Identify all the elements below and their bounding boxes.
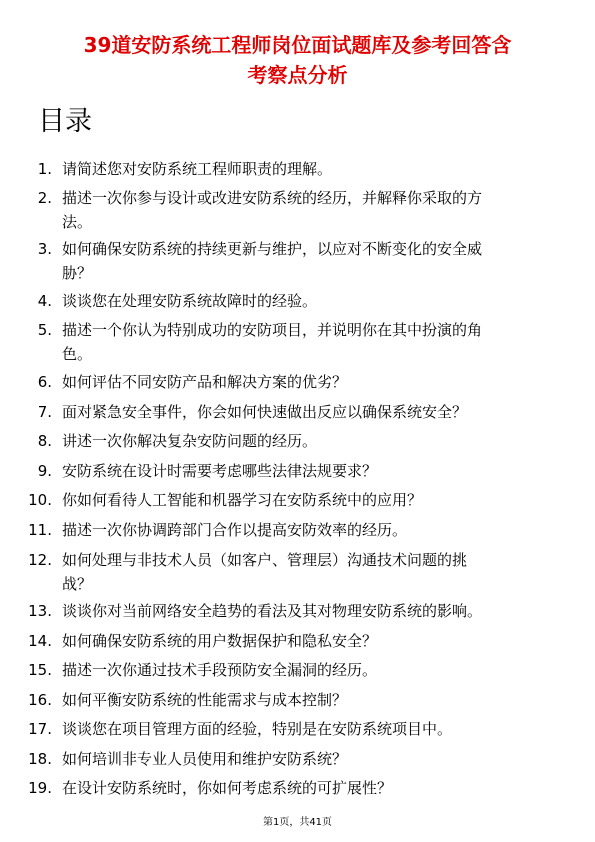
toc-item-text: 如何平衡安防系统的性能需求与成本控制？ <box>62 691 348 709</box>
toc-item-text: 如何确保安防系统的持续更新与维护，以应对不断变化的安全威 胁？ <box>62 240 483 282</box>
toc-item-text: 描述一次你参与设计或改进安防系统的经历，并解释你采取的方 法。 <box>62 189 483 231</box>
page-footer: 第1页，共41页 <box>262 817 333 828</box>
toc-item-text: 如何处理与非技术人员（如客户、管理层）沟通技术问题的挑 战？ <box>62 551 468 593</box>
toc-item-number: 2. <box>37 189 52 207</box>
toc-item-number: 6. <box>37 373 52 391</box>
toc-item-number: 4. <box>37 292 52 310</box>
toc-item-text: 谈谈您在项目管理方面的经验，特别是在安防系统项目中。 <box>62 720 453 738</box>
toc-item-text: 如何评估不同安防产品和解决方案的优劣？ <box>62 373 348 391</box>
toc-item-text: 讲述一次你解决复杂安防问题的经历。 <box>62 432 318 450</box>
toc-item-number: 5. <box>37 321 52 339</box>
toc-item-text: 谈谈你对当前网络安全趋势的看法及其对物理安防系统的影响。 <box>62 602 483 620</box>
toc-item-text: 描述一次你通过技术手段预防安全漏洞的经历。 <box>62 661 378 679</box>
toc-item-number: 9. <box>37 462 52 480</box>
toc-item-text: 如何培训非专业人员使用和维护安防系统？ <box>62 750 348 768</box>
document-title: 39道安防系统工程师岗位面试题库及参考回答含 考察点分析 <box>83 33 512 87</box>
toc-item-text: 如何确保安防系统的用户数据保护和隐私安全？ <box>62 632 378 650</box>
toc-item-text: 在设计安防系统时，你如何考虑系统的可扩展性？ <box>62 779 393 797</box>
toc-item-text: 你如何看待人工智能和机器学习在安防系统中的应用？ <box>62 491 423 509</box>
toc-item-number: 16. <box>28 691 52 709</box>
toc-item-number: 14. <box>28 632 52 650</box>
toc-item-number: 1. <box>37 160 52 178</box>
toc-item-text: 谈谈您在处理安防系统故障时的经验。 <box>62 292 318 310</box>
toc-item-text: 描述一次你协调跨部门合作以提高安防效率的经历。 <box>62 521 408 539</box>
toc-item-number: 18. <box>28 750 52 768</box>
toc-item-number: 8. <box>37 432 52 450</box>
toc-item-number: 7. <box>37 403 52 421</box>
toc-item-number: 12. <box>28 551 52 569</box>
toc-heading: 目录 <box>38 106 92 137</box>
toc-item-number: 17. <box>28 720 52 738</box>
toc-item-text: 安防系统在设计时需要考虑哪些法律法规要求？ <box>62 462 378 480</box>
toc-item-text: 描述一个你认为特别成功的安防项目，并说明你在其中扮演的角 色。 <box>62 321 483 363</box>
toc-item-number: 11. <box>28 521 52 539</box>
toc-item-text: 请简述您对安防系统工程师职责的理解。 <box>62 160 333 178</box>
toc-item-text: 面对紧急安全事件，你会如何快速做出反应以确保系统安全？ <box>62 403 468 421</box>
toc-item-number: 15. <box>28 661 52 679</box>
toc-item-number: 13. <box>28 602 52 620</box>
toc-item-number: 3. <box>37 240 52 258</box>
toc-item-number: 10. <box>28 491 52 509</box>
toc-item-number: 19. <box>28 779 52 797</box>
